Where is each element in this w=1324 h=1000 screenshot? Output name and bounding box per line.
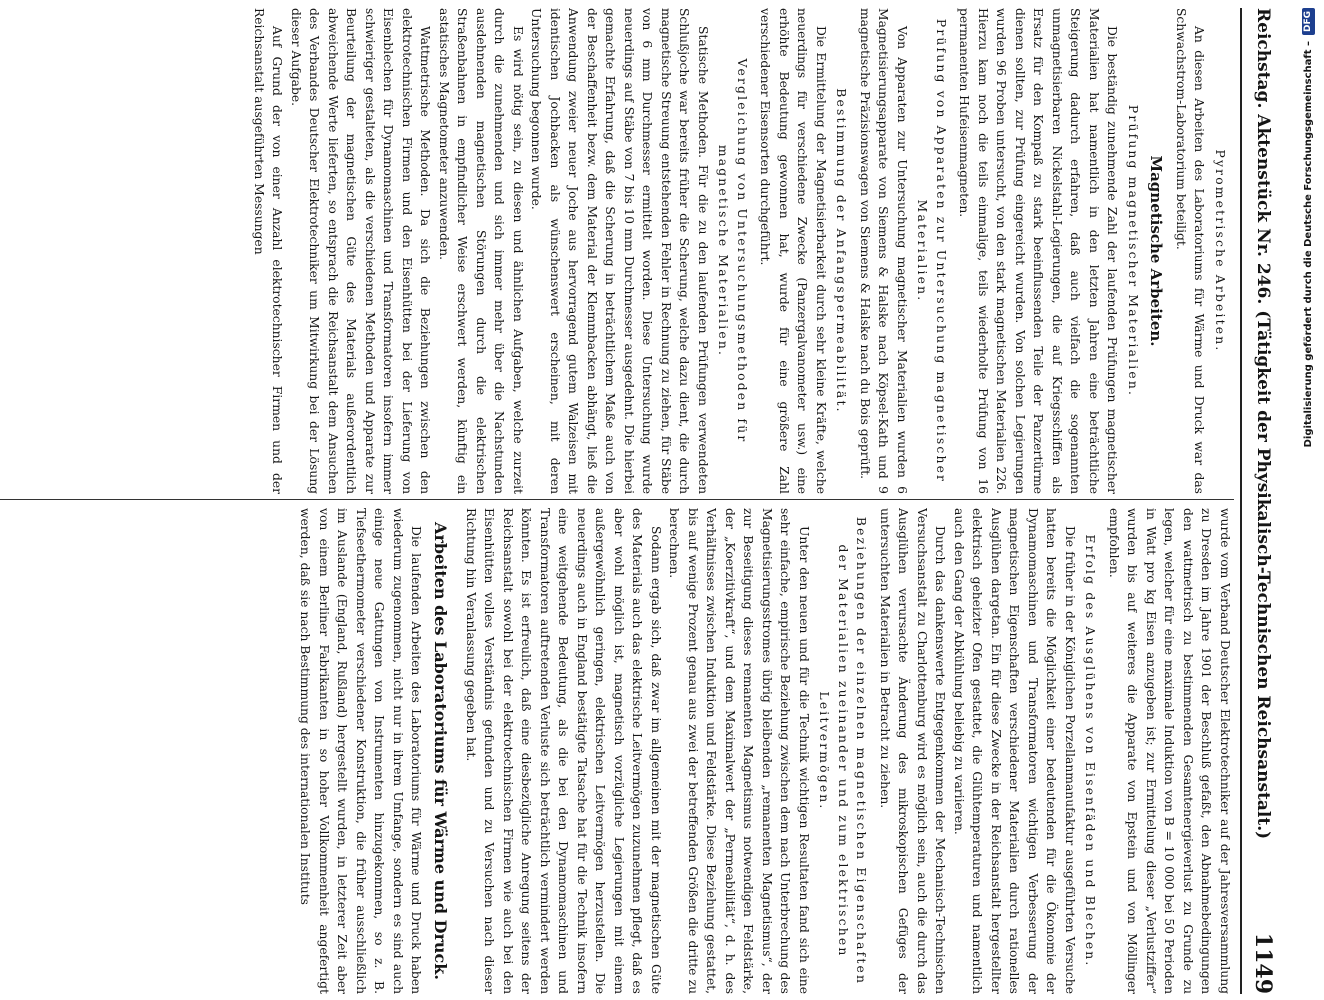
credit-text: Digitalisierung gefördert durch die Deutsche Forschungsgemeinschaft – — [1302, 41, 1314, 448]
section-subheading: Prüfung magnetischer Materialien. — [1126, 104, 1140, 398]
page-number: 1149 — [1250, 932, 1276, 994]
paragraph: Die beständig zunehmende Zahl der laufenden Prüfungen magnetischer Materialien hat namentlich in den letzten Jahren eine beträchtliche Steigerung dadurch erfahren, daß auch vielfach die sogenannten unmagnetisierbaren Nickelstahl-Legierungen, die auf Kriegsschiffen als Ersatz für den Kompaß zu stark beeinflussenden Teile der Panzertürme dienen sollten, zur Prüfung eingereicht wurden. Von solchen Legierungen wurden 96 Proben untersucht, von den stark magnetischen Materialien 226. Hierzu kam noch die teils einmalige, teils wiederholte Prüfung von 16 permanenten Hufeisenmagneten. — [957, 8, 1120, 494]
section-heading: Magnetische Arbeiten. — [1147, 155, 1166, 347]
paragraph: Durch das dankenswerte Entgegenkommen der Mechanisch-Technischen Versuchsanstalt zu Charlottenburg wird es möglich sein, auch die durch das Ausglühen verursachte Änderung des mikroskopischen Gefüges der untersuchten Materialien in Betracht zu ziehen. — [878, 508, 948, 994]
paragraph: Die laufenden Arbeiten des Laboratoriums für Wärme und Druck haben wiederum zugenommen, nicht nur in ihrem Umfange, sondern es sind auch einige neue Gattungen von Instrumenten hinzugekommen, so z. B. Tiefseethermometer verschiedener Konstruktion, die früher ausschließlich im Auslande (England, Rußland) hergestellt wurden, in letzterer Zeit aber von einem Berliner Fabrikanten in so hoher Vollkommenheit angefertigt werden, daß sie nach Bestimmung des internationalen Instituts — [298, 508, 424, 994]
paragraph: Die Ermittelung der Magnetisierbarkeit durch sehr kleine Kräfte, welche neuerdings für verschiedene Zwecke (Panzergalvanometer usw.) eine erhöhte Bedeutung gewonnen hat, wurde für eine größere Zahl verschiedener Eisensorten durchgeführt. — [758, 8, 828, 494]
section-subheading: Pyrometrische Arbeiten. — [1213, 149, 1227, 353]
paragraph: Sodann ergab sich, daß zwar im allgemeinen mit der magnetischen Güte des Materials auch das elektrische Leitvermögen zuzunehmen pflegt, daß es aber wohl möglich ist, magnetisch vorzügliche Legierungen mit einem außergewöhnlich geringen, elektrischen Leitvermögen herzustellen. Die neuerdings auch in England bestätigte Tatsache hat für die Technik insofern eine weitgehende Bedeutung, als die bei den Dynamomaschinen und Transformatoren auftretenden Verluste sich beträchtlich vermindert werden könnten. Es ist erfreulich, daß eine diesbezügliche Anregung seitens der Reichsanstalt sowohl bei der elektrotechnischen Firmen wie auch bei den Eisenhütten volles Verständnis gefunden und zu Versuchen nach dieser Richtung hin Veranlassung gegeben hat. — [464, 508, 663, 994]
paragraph: Die früher in der Königlichen Porzellanmanufaktur ausgeführten Versuche hatten bereits die Möglichkeit einer bedeutenden für die Ökonomie der Dynamomaschinen und Transformatoren wichtigen Verbesserung der magnetischen Eigenschaften verschiedener Materialien durch rationelles Ausglühen dargetan. Ein für diese Zwecke in der Reichsanstalt hergestellter elektrisch geheizter Ofen gestattet, die Glühtemperaturen und namentlich auch den Gang der Abkühlung beliebig zu variieren. — [952, 508, 1077, 994]
section-subheading: Vergleichung von Untersuchungsmethoden für magnetische Materialien. — [716, 58, 749, 444]
dfg-logo-icon: DFG — [1302, 8, 1315, 35]
section-subheading: Erfolg des Ausglühens von Eisenfäden und Blechen. — [1083, 534, 1098, 968]
paragraph: Wattmetrische Methoden. Da sich die Beziehungen zwischen den elektrotechnischen Firmen und den Eisenhütten bei der Lieferung von Eisenblechen für Dynamomaschinen und Transformatoren insofern immer schwieriger gestalteten, als die verschiedenen Methoden und Apparate zur Beurteilung der magnetischen Güte des Materials außerordentlich abweichende Werte lieferten, so entsprach die Reichsanstalt dem Ansuchen des Verbandes Deutscher Elektrotechniker um Mitwirkung bei der Lösung dieser Aufgabe. — [289, 8, 433, 494]
paragraph: Statische Methoden. Für die zu den laufenden Prüfungen verwendeten Schlußjoche war bereits früher die Scherung, welche dazu dient, die durch magnetische Streuung entstehenden Fehler in Rechnung zu ziehen, für Stäbe von 6 mm Durchmesser ermittelt worden. Diese Untersuchung wurde neuerdings auf Stäbe von 7 bis 10 mm Durchmesser ausgedehnt. Die hierbei gemachte Erfahrung, daß die Scherung in beträchtlichem Maße auch von der Beschaffenheit bezw. dem Material der Klemmbacken abhängt, ließ die Anwendung zweier neuer Joche aus hervorragend gutem Walzeisen mit identischen Jochbacken als wünschenswert erscheinen, mit deren Untersuchung begonnen wurde. — [529, 8, 710, 494]
paragraph: An diesen Arbeiten des Laboratoriums für Wärme und Druck war das Schwachstrom-Laboratorium beteiligt. — [1174, 8, 1207, 494]
section-subheading: Bestimmung der Anfangspermeabilität. — [834, 88, 849, 414]
paragraph: Unter den neuen und für die Technik wichtigen Resultaten fand sich eine sehr einfache, empirische Beziehung zwischen dem nach Unterbrechung des Magnetisierungsstromes übrig bleibenden „remanenten Magnetismus“, der zur Beseitigung dieses remanenten Magnetismus notwendigen Feldstärke, der „Koerzitivkraft“, und dem Maximalwert der „Permeabilität“, d. h. des Verhältnisses zwischen Induktion und Feldstärke. Diese Beziehung gestattet, bis auf wenige Prozent genau aus zwei der betreffenden Größen die dritte zu berechnen. — [667, 508, 811, 994]
column-divider — [0, 499, 1234, 500]
paragraph: Es wird nötig sein, zu diesen und ähnlichen Aufgaben, welche zurzeit durch die zunehmenden und sich immer mehr über die Nachstunden ausdehnenden magnetischen Störungen durch die elektrischen Straßenbahnen in empfindlicher Weise erschwert werden, künftig ein astatisches Magnetometer anzuwenden. — [437, 8, 525, 494]
digitization-credit — [1298, 8, 1318, 992]
paragraph: Von Apparaten zur Untersuchung magnetischer Materialien wurden 6 Magnetisierungsapparate von Siemens & Halske nach Köpsel-Kath und 9 magnetische Präzisionswagen von Siemens & Halske nach du Bois geprüft. — [858, 8, 909, 494]
paragraph: Auf Grund der von einer Anzahl elektrotechnischer Firmen und der Reichsanstalt ausgeführten Messungen — [252, 8, 285, 494]
page-header — [1240, 8, 1284, 994]
running-title: Reichstag. Aktenstück Nr. 246. (Tätigkeit der Physikalisch-Technischen Reichsanstalt.) — [1253, 8, 1273, 840]
right-column — [0, 508, 1234, 994]
left-column — [0, 8, 1234, 494]
section-subheading: Prüfung von Apparaten zur Untersuchung magnetischer Materialien. — [915, 18, 948, 484]
section-subheading: Beziehungen der einzelnen magnetischen Eigenschaften der Materialien zueinander und zum elektrischen Leitvermögen. — [817, 516, 869, 986]
section-heading: Arbeiten des Laboratoriums für Wärme und Druck. — [431, 522, 451, 980]
paragraph: wurde vom Verband Deutscher Elektrotechniker auf der Jahresversammlung zu Dresden im Jahre 1901 der Beschluß gefaßt, den Abnahmebedingungen den wattmetrisch zu bestimmenden Gesamtenergieverlust zu Grunde zu legen, welcher für eine maximale Induktion von B = 10 000 bei 50 Perioden in Watt pro kg Eisen anzugeben ist; zur Ermittelung dieser „Verlustziffer“ wurden bis auf weiteres die Apparate von Epstein und von Möllinger empfohlen. — [1107, 508, 1232, 994]
